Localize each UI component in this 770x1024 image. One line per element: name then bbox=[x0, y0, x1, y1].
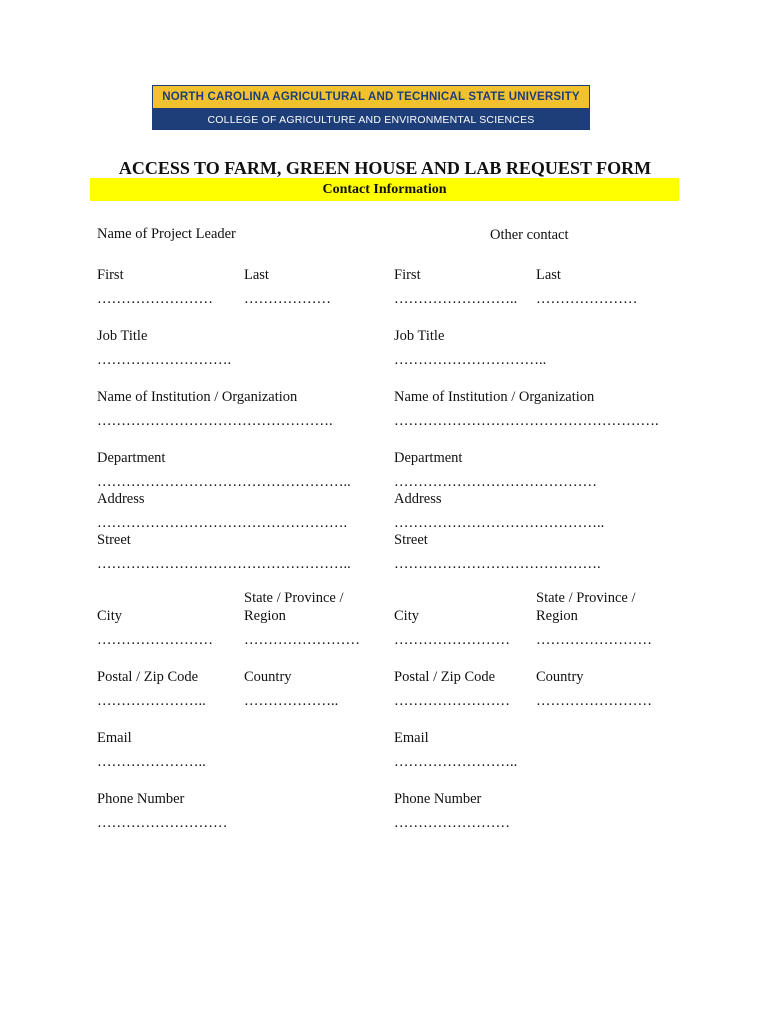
leader-country-field[interactable]: ……………….. bbox=[244, 693, 339, 709]
leader-street-field[interactable]: …………………………………………….. bbox=[97, 556, 351, 572]
leader-department-field[interactable]: …………………………………………….. bbox=[97, 474, 351, 490]
form-title: ACCESS TO FARM, GREEN HOUSE AND LAB REQUEST FORM bbox=[118, 158, 652, 178]
other-country-label: Country bbox=[536, 669, 584, 685]
leader-job-title-field[interactable]: ………………………. bbox=[97, 352, 232, 368]
leader-institution-label: Name of Institution / Organization bbox=[97, 389, 298, 405]
leader-first-label: First bbox=[97, 267, 124, 283]
other-first-label: First bbox=[394, 267, 421, 283]
leader-job-title-label: Job Title bbox=[97, 328, 148, 344]
other-department-label: Department bbox=[394, 450, 463, 466]
other-department-field[interactable]: …………………………………… bbox=[394, 474, 597, 490]
other-first-field[interactable]: …………………….. bbox=[394, 291, 518, 307]
other-job-title-field[interactable]: ………………………….. bbox=[394, 352, 547, 368]
leader-email-field[interactable]: ………………….. bbox=[97, 754, 206, 770]
leader-city-label: City bbox=[97, 608, 122, 624]
other-street-label: Street bbox=[394, 532, 428, 548]
section-title: Contact Information bbox=[322, 182, 447, 197]
other-institution-field[interactable]: ………………………………………………. bbox=[394, 413, 659, 429]
logo-bottom-band bbox=[152, 109, 590, 130]
university-logo bbox=[152, 85, 590, 130]
leader-country-label: Country bbox=[244, 669, 292, 685]
leader-first-field[interactable]: …………………… bbox=[97, 291, 213, 307]
other-address-label: Address bbox=[394, 491, 442, 507]
leader-institution-field[interactable]: …………………………………………. bbox=[97, 413, 333, 429]
other-address-field[interactable]: …………………………………….. bbox=[394, 515, 605, 531]
leader-last-field[interactable]: ……………… bbox=[244, 291, 331, 307]
leader-email-label: Email bbox=[97, 730, 132, 746]
leader-state-label-line1: State / Province / bbox=[244, 590, 344, 606]
project-leader-heading: Name of Project Leader bbox=[97, 226, 236, 242]
leader-phone-field[interactable]: ……………………… bbox=[97, 815, 228, 831]
other-contact-heading: Other contact bbox=[490, 227, 569, 243]
other-job-title-label: Job Title bbox=[394, 328, 445, 344]
leader-postal-field[interactable]: ………………….. bbox=[97, 693, 206, 709]
other-phone-field[interactable]: …………………… bbox=[394, 815, 510, 831]
logo-top-band bbox=[152, 85, 590, 109]
leader-department-label: Department bbox=[97, 450, 166, 466]
other-city-field[interactable]: …………………… bbox=[394, 632, 510, 648]
logo-college-name: COLLEGE OF AGRICULTURE AND ENVIRONMENTAL SCIENCES bbox=[207, 113, 535, 126]
other-phone-label: Phone Number bbox=[394, 791, 482, 807]
section-band bbox=[90, 178, 679, 201]
other-state-label-line1: State / Province / bbox=[536, 590, 636, 606]
other-street-field[interactable]: ……………………………………. bbox=[394, 556, 601, 572]
leader-street-label: Street bbox=[97, 532, 131, 548]
leader-state-field[interactable]: …………………… bbox=[244, 632, 360, 648]
leader-phone-label: Phone Number bbox=[97, 791, 185, 807]
other-state-label-line2: Region bbox=[536, 608, 578, 624]
leader-address-label: Address bbox=[97, 491, 145, 507]
leader-state-label-line2: Region bbox=[244, 608, 286, 624]
leader-last-label: Last bbox=[244, 267, 269, 283]
logo-university-name: NORTH CAROLINA AGRICULTURAL AND TECHNICAL STATE UNIVERSITY bbox=[162, 91, 580, 103]
other-email-label: Email bbox=[394, 730, 429, 746]
other-country-field[interactable]: …………………… bbox=[536, 693, 652, 709]
other-institution-label: Name of Institution / Organization bbox=[394, 389, 595, 405]
other-last-label: Last bbox=[536, 267, 561, 283]
leader-address-field[interactable]: ……………………………………………. bbox=[97, 515, 348, 531]
other-state-field[interactable]: …………………… bbox=[536, 632, 652, 648]
leader-postal-label: Postal / Zip Code bbox=[97, 669, 199, 685]
other-email-field[interactable]: …………………….. bbox=[394, 754, 518, 770]
other-last-field[interactable]: ………………… bbox=[536, 291, 638, 307]
other-postal-field[interactable]: …………………… bbox=[394, 693, 510, 709]
other-postal-label: Postal / Zip Code bbox=[394, 669, 496, 685]
other-city-label: City bbox=[394, 608, 419, 624]
leader-city-field[interactable]: …………………… bbox=[97, 632, 213, 648]
